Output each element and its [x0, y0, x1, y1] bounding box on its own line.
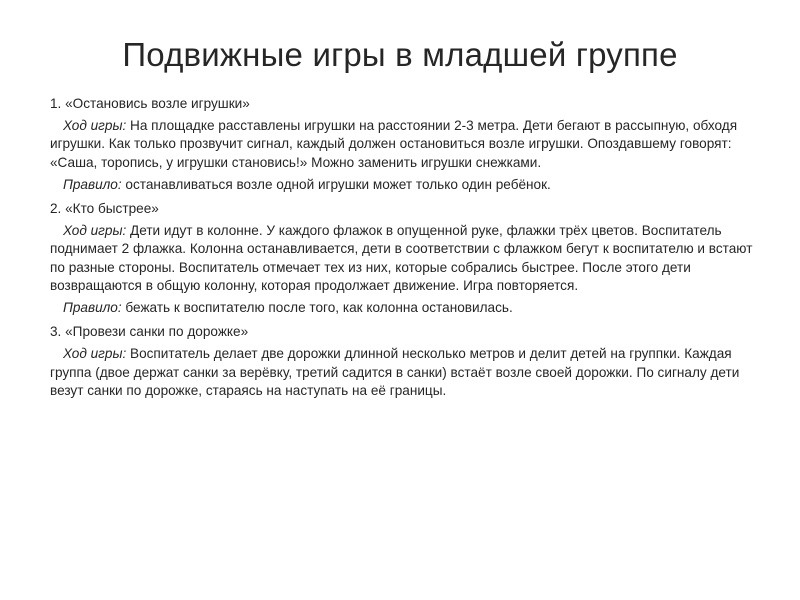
flow-text: Дети идут в колонне. У каждого флажок в опущенной руке, флажки трёх цветов. Воспитатель поднимает 2 флажка. Колонна останавливается, дети в соответствии с флажком бегут к воспитателю и встают по разные стороны. Воспитатель отмечает тех из них, которые собрались быстрее. После этого дети возвращаются в общую колонну, которая продолжает движение. Игра повторяется. [50, 223, 753, 293]
flow-text: Воспитатель делает две дорожки длинной несколько метров и делит детей на группки. Каждая группа (двое держат санки за верёвку, третий садится в санки) встаёт возле своей дорожки. По сигналу дети везут санки по дорожке, стараясь на наступать на её границы. [50, 346, 740, 398]
rule-label: Правило: [63, 176, 122, 192]
rule-text: останавливаться возле одной игрушки может только один ребёнок. [121, 176, 551, 192]
game-section [50, 200, 760, 317]
game-section [50, 323, 760, 400]
game-flow [50, 222, 760, 295]
game-heading: 2. «Кто быстрее» [50, 201, 159, 217]
slide-title: Подвижные игры в младшей группе [122, 36, 678, 73]
game-flow [50, 117, 760, 172]
flow-label: Ход игры: [63, 118, 127, 134]
game-rule [50, 176, 760, 194]
game-flow [50, 345, 760, 400]
game-section [50, 95, 760, 194]
game-rule [50, 299, 760, 317]
slide-content [50, 95, 760, 404]
game-heading: 1. «Остановись возле игрушки» [50, 96, 250, 111]
flow-text: На площадке расставлены игрушки на расстоянии 2-3 метра. Дети бегают в рассыпную, обходя игрушки. Как только прозвучит сигнал, каждый должен остановиться возле игрушки. Опоздавшему говорят: «Саша, торопись, у игрушки становись!» Можно заменить игрушки снежками. [50, 118, 738, 170]
game-heading: 3. «Провези санки по дорожке» [50, 324, 249, 340]
flow-label: Ход игры: [63, 223, 127, 239]
flow-label: Ход игры: [63, 346, 127, 362]
rule-text: бежать к воспитателю после того, как колонна остановилась. [121, 300, 513, 316]
rule-label: Правило: [63, 300, 122, 316]
